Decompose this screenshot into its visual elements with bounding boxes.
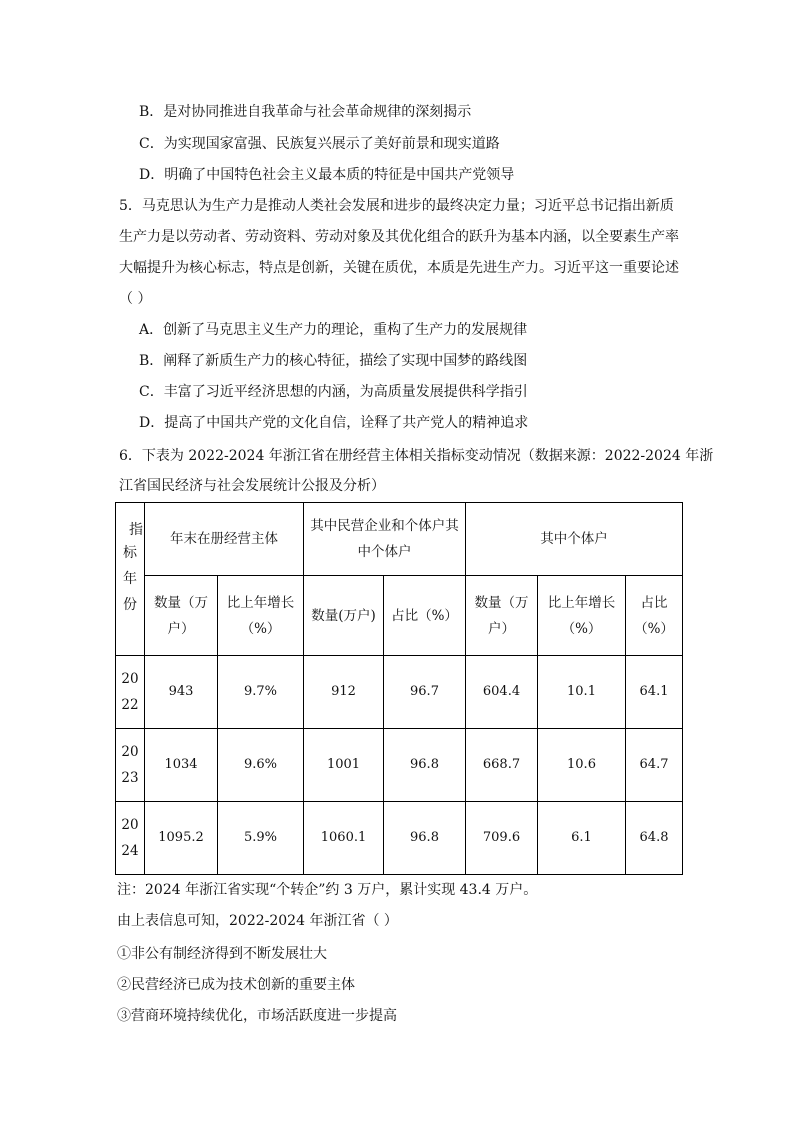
sub-header: 比上年增长（%）: [218, 576, 304, 656]
group-header-individual: 其中个体户: [466, 503, 683, 576]
table-cell: 1001: [304, 729, 384, 802]
group-header-private: 其中民营企业和个体户其中个体户: [304, 503, 466, 576]
table-row: [116, 656, 683, 729]
year-cell: 2022: [116, 656, 145, 729]
corner-char: 年: [123, 571, 137, 587]
q6-statement-3: ③营商环境持续优化，市场活跃度进一步提高: [117, 1008, 397, 1024]
q6-stem-line-1: 6．下表为 2022-2024 年浙江省在册经营主体相关指标变动情况（数据来源：2022-2024 年浙: [119, 448, 714, 464]
table-row: [116, 802, 683, 875]
q6-statement-1: ①非公有制经济得到不断发展壮大: [117, 946, 327, 962]
q6-question: 由上表信息可知，2022-2024 年浙江省（ ）: [117, 913, 398, 929]
table-cell: 912: [304, 656, 384, 729]
table-cell: 96.7: [384, 656, 466, 729]
table-row: [116, 729, 683, 802]
q5-stem-line-4: （ ）: [119, 291, 152, 307]
corner-top-char: 指: [129, 522, 143, 538]
table-cell: 64.1: [626, 656, 683, 729]
sub-header: 数量（万户）: [466, 576, 538, 656]
table-cell: 668.7: [466, 729, 538, 802]
table-cell: 96.8: [384, 802, 466, 875]
q5-option-d: D．提高了中国共产党的文化自信，诠释了共产党人的精神追求: [139, 415, 529, 431]
corner-char: 标: [123, 545, 137, 561]
table-cell: 943: [145, 656, 218, 729]
sub-header: 比上年增长（%）: [538, 576, 626, 656]
q4-option-d: D．明确了中国特色社会主义最本质的特征是中国共产党领导: [139, 167, 515, 183]
table-corner-header: [116, 503, 145, 656]
table-cell: 709.6: [466, 802, 538, 875]
q4-option-b: B．是对协同推进自我革命与社会革命规律的深刻揭示: [139, 104, 472, 120]
table-cell: 64.8: [626, 802, 683, 875]
table-cell: 10.6: [538, 729, 626, 802]
table-cell: 9.7%: [218, 656, 304, 729]
table-cell: 6.1: [538, 802, 626, 875]
corner-char: 份: [123, 597, 137, 613]
stats-table: [115, 502, 683, 875]
group-header-registered: 年末在册经营主体: [145, 503, 304, 576]
table-cell: 5.9%: [218, 802, 304, 875]
table-cell: 1060.1: [304, 802, 384, 875]
sub-header: 数量（万户）: [145, 576, 218, 656]
table-cell: 10.1: [538, 656, 626, 729]
q5-option-a: A．创新了马克思主义生产力的理论，重构了生产力的发展规律: [139, 322, 528, 338]
q5-stem-line-1: 5．马克思认为生产力是推动人类社会发展和进步的最终决定力量；习近平总书记指出新质: [119, 198, 674, 214]
table-cell: 1095.2: [145, 802, 218, 875]
table-note: 注：2024 年浙江省实现“个转企”约 3 万户，累计实现 43.4 万户。: [117, 882, 538, 898]
sub-header: 数量(万户): [304, 576, 384, 656]
table-cell: 1034: [145, 729, 218, 802]
table-cell: 64.7: [626, 729, 683, 802]
table-cell: 9.6%: [218, 729, 304, 802]
q5-option-c: C．丰富了习近平经济思想的内涵，为高质量发展提供科学指引: [139, 384, 528, 400]
table-cell: 604.4: [466, 656, 538, 729]
q5-stem-line-2: 生产力是以劳动者、劳动资料、劳动对象及其优化组合的跃升为基本内涵，以全要素生产率: [119, 229, 679, 245]
year-cell: 2024: [116, 802, 145, 875]
table-cell: 96.8: [384, 729, 466, 802]
q6-stem-line-2: 江省国民经济与社会发展统计公报及分析）: [119, 478, 385, 494]
sub-header: 占比（%）: [626, 576, 683, 656]
q4-option-c: C．为实现国家富强、民族复兴展示了美好前景和现实道路: [139, 136, 500, 152]
q6-statement-2: ②民营经济已成为技术创新的重要主体: [117, 977, 355, 993]
q5-stem-line-3: 大幅提升为核心标志，特点是创新，关键在质优，本质是先进生产力。习近平这一重要论述: [119, 260, 679, 276]
sub-header: 占比（%）: [384, 576, 466, 656]
q5-option-b: B．阐释了新质生产力的核心特征，描绘了实现中国梦的路线图: [139, 353, 528, 369]
year-cell: 2023: [116, 729, 145, 802]
